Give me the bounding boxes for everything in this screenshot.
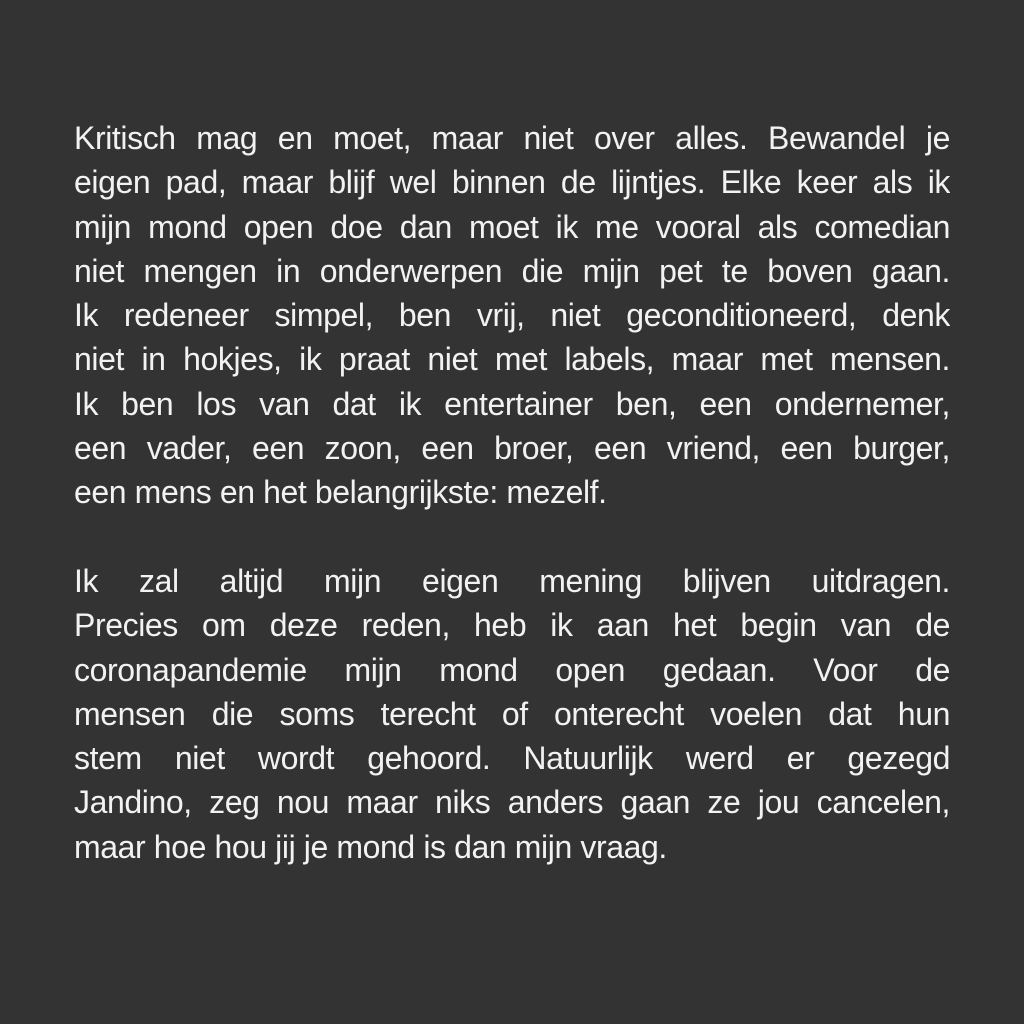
text-line: mijn mond open doe dan moet ik me vooral als comedian: [74, 208, 950, 245]
text-line: eigen pad, maar blijf wel binnen de lijntjes. Elke keer als ik: [74, 164, 950, 201]
paragraph-1: [74, 116, 950, 515]
text-line: niet in hokjes, ik praat niet met labels, maar met mensen.: [74, 341, 950, 378]
text-line: Jandino, zeg nou maar niks anders gaan ze jou cancelen,: [74, 784, 950, 821]
text-line: maar hoe hou jij je mond is dan mijn vraag.: [74, 828, 667, 865]
paragraph-2: [74, 559, 950, 869]
text-line: stem niet wordt gehoord. Natuurlijk werd er gezegd: [74, 740, 950, 777]
text-line: Ik zal altijd mijn eigen mening blijven uitdragen.: [74, 562, 950, 599]
text-line: Kritisch mag en moet, maar niet over alles. Bewandel je: [74, 120, 950, 156]
text-line: niet mengen in onderwerpen die mijn pet te boven gaan.: [74, 252, 950, 289]
text-line: een mens en het belangrijkste: mezelf.: [74, 474, 607, 511]
text-line: coronapandemie mijn mond open gedaan. Voor de: [74, 651, 950, 688]
text-line: mensen die soms terecht of onterecht voelen dat hun: [74, 695, 950, 732]
text-line: Precies om deze reden, heb ik aan het begin van de: [74, 607, 950, 644]
text-line: Ik ben los van dat ik entertainer ben, een ondernemer,: [74, 385, 950, 422]
paragraph-gap: [74, 515, 950, 559]
text-line: een vader, een zoon, een broer, een vriend, een burger,: [74, 430, 950, 467]
text-line: Ik redeneer simpel, ben vrij, niet geconditioneerd, denk: [74, 297, 950, 334]
text-block: [74, 116, 950, 869]
